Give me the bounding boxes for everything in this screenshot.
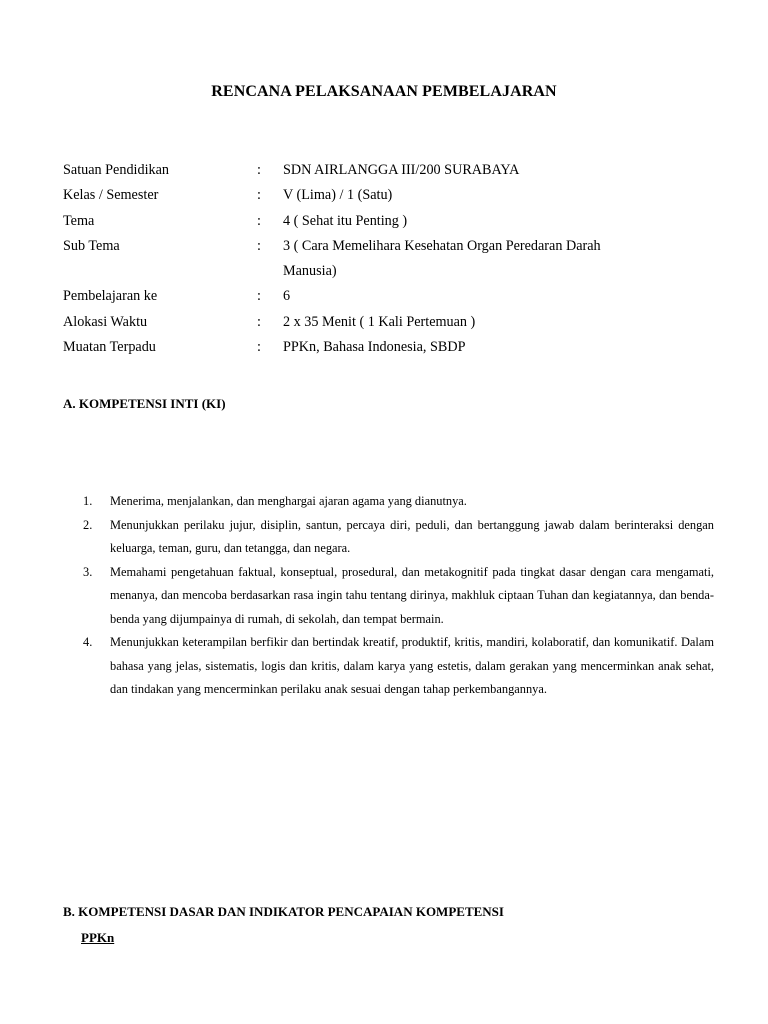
list-item-text: Memahami pengetahuan faktual, konseptual, prosedural, dan metakognitif pada tingkat dasar dengan cara mengamati, menanya, dan mencoba berdasarkan rasa ingin tahu tentang dirinya, makhluk ciptaan Tuhan dan kegiatannya, dan benda-benda yang dijumpainya di rumah, di sekolah, dan tempat bermain. — [110, 564, 714, 626]
list-item — [83, 631, 714, 702]
info-value: 2 x 35 Menit ( 1 Kali Pertemuan ) — [283, 313, 476, 330]
info-row-kelas-semester — [63, 183, 723, 208]
list-item-number: 3. — [83, 564, 93, 579]
info-label: Satuan Pendidikan — [63, 162, 169, 178]
info-value: 4 ( Sehat itu Penting ) — [283, 212, 408, 229]
list-item-number: 4. — [83, 635, 93, 649]
info-label: Sub Tema — [63, 237, 120, 254]
info-label: Muatan Terpadu — [63, 339, 156, 356]
info-colon: : — [257, 212, 261, 229]
info-row-sub-tema — [63, 234, 723, 285]
info-label: Tema — [63, 212, 95, 229]
info-colon: : — [257, 162, 261, 178]
info-row-satuan-pendidikan — [63, 158, 723, 183]
info-value: 6 — [283, 288, 291, 305]
info-colon: : — [257, 313, 261, 330]
info-colon: : — [257, 288, 261, 305]
info-label: Alokasi Waktu — [63, 313, 148, 330]
section-heading-kompetensi-inti: A. KOMPETENSI INTI (KI) — [63, 396, 226, 411]
info-row-muatan-terpadu — [63, 335, 723, 360]
info-colon: : — [257, 339, 261, 356]
list-item-number: 2. — [83, 517, 93, 532]
identity-table — [63, 158, 723, 360]
list-item-number: 1. — [83, 494, 93, 508]
info-label: Kelas / Semester — [63, 187, 159, 204]
info-colon: : — [257, 237, 261, 254]
info-row-pembelajaran-ke — [63, 284, 723, 309]
info-colon: : — [257, 187, 261, 204]
list-item — [83, 490, 714, 514]
list-item — [83, 514, 714, 561]
info-label: Pembelajaran ke — [63, 288, 158, 305]
info-value: SDN AIRLANGGA III/200 SURABAYA — [283, 162, 520, 178]
list-item-text: Menerima, menjalankan, dan menghargai ajaran agama yang dianutnya. — [110, 494, 467, 508]
subsection-heading-ppkn: PPKn — [81, 930, 115, 945]
info-value: 3 ( Cara Memelihara Kesehatan Organ Peredaran Darah Manusia) — [283, 237, 601, 280]
document-title: RENCANA PELAKSANAAN PEMBELAJARAN — [211, 83, 557, 100]
list-item-text: Menunjukkan keterampilan berfikir dan bertindak kreatif, produktif, kritis, mandiri, kolaboratif, dan komunikatif. Dalam bahasa yang jelas, sistematis, logis dan kritis, dalam karya yang estetis, dalam gerakan yang mencerminkan anak sehat, dan tindakan yang mencerminkan perilaku anak sesuai dengan tahap perkembangannya. — [110, 635, 714, 696]
kompetensi-inti-list — [83, 490, 714, 702]
info-value: PPKn, Bahasa Indonesia, SBDP — [283, 339, 466, 356]
info-value: V (Lima) / 1 (Satu) — [283, 187, 393, 204]
info-row-tema — [63, 209, 723, 234]
list-item — [83, 561, 714, 632]
info-row-alokasi-waktu — [63, 310, 723, 335]
list-item-text: Menunjukkan perilaku jujur, disiplin, santun, percaya diri, peduli, dan bertanggung jawab dalam berinteraksi dengan keluarga, teman, guru, dan tetangga, dan negara. — [110, 517, 714, 555]
section-heading-kompetensi-dasar: B. KOMPETENSI DASAR DAN INDIKATOR PENCAPAIAN KOMPETENSI — [63, 904, 504, 919]
